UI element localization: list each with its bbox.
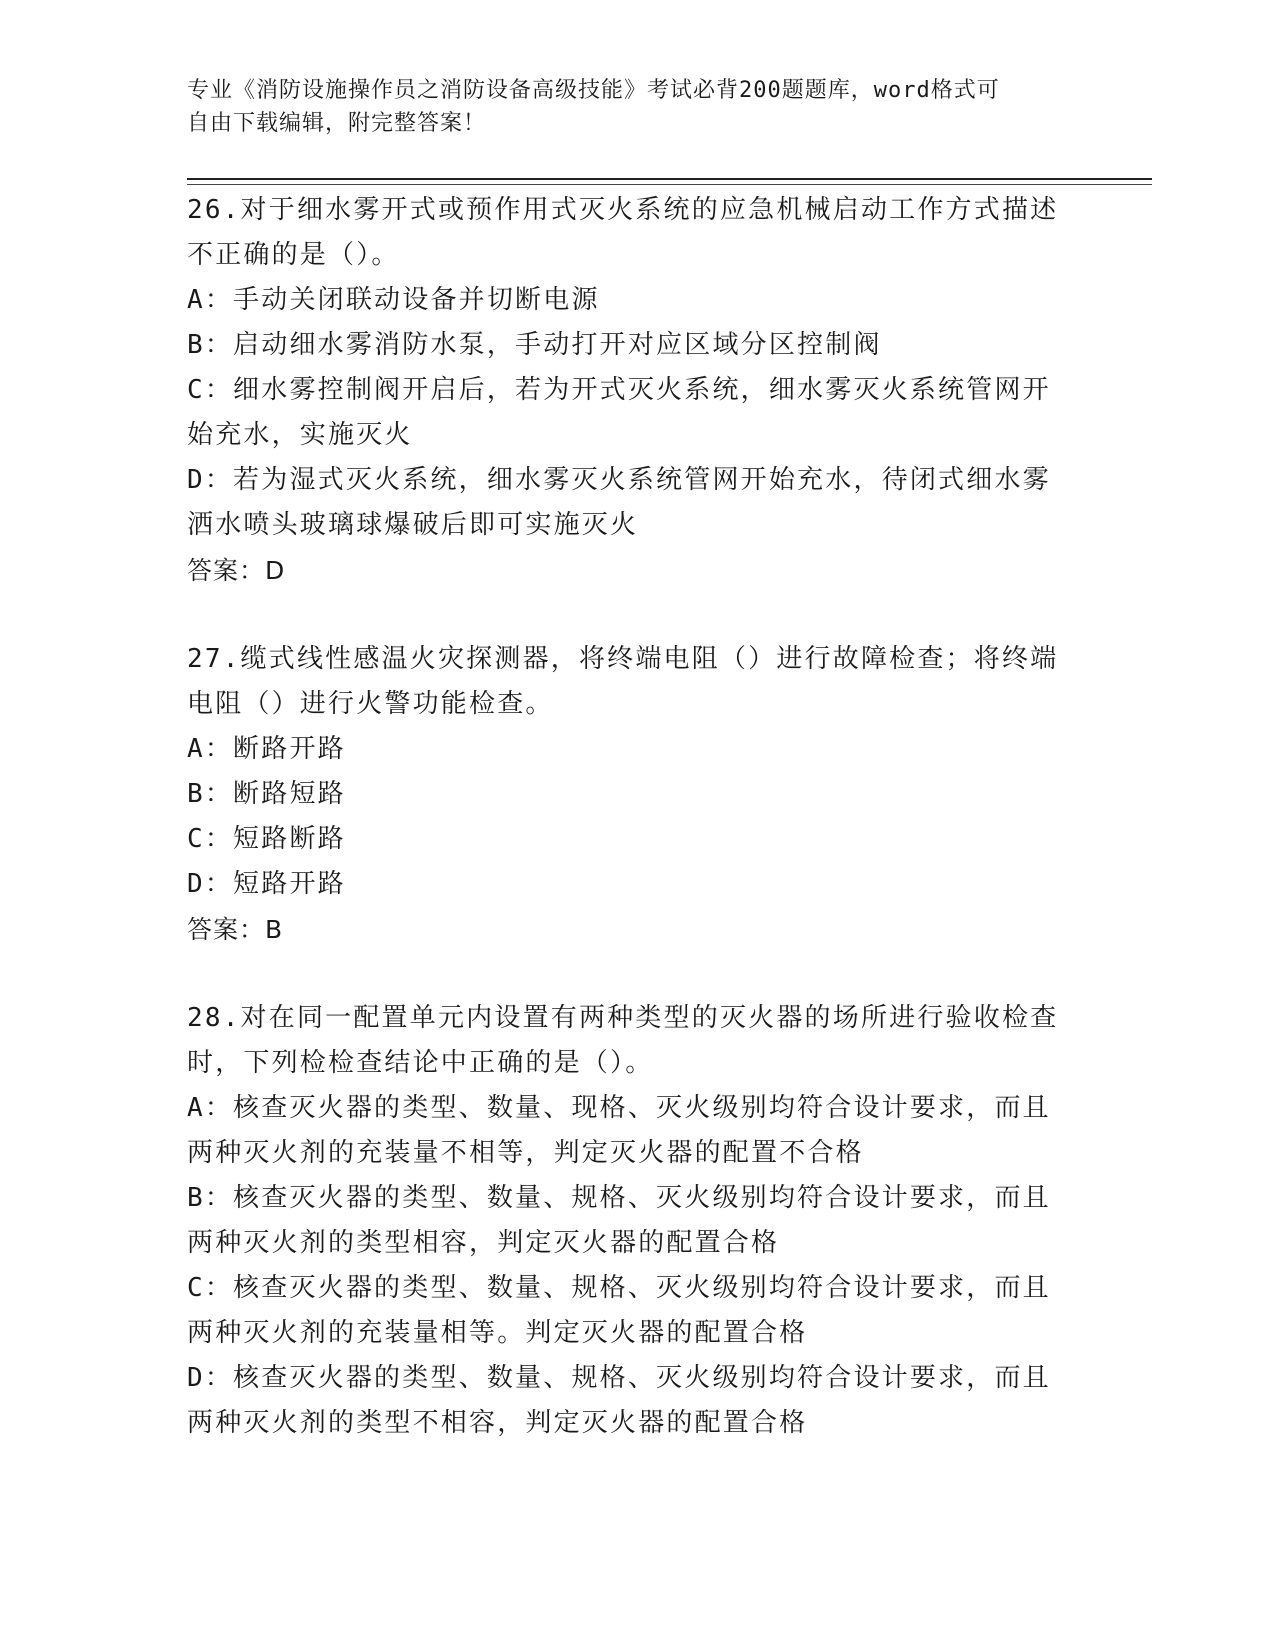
answer-label: 答案：D <box>187 556 286 585</box>
option-d: D：若为湿式灭火系统，细水雾灭火系统管网开始充水，待闭式细水雾 <box>187 465 1051 495</box>
question-list <box>187 188 1067 1490</box>
option-d-continued: 两种灭火剂的类型不相容，判定灭火器的配置合格 <box>187 1408 808 1438</box>
option-a: A：核查灭火器的类型、数量、现格、灭火级别均符合设计要求，而且 <box>187 1093 1051 1123</box>
header-line-2: 自由下载编辑，附完整答案！ <box>187 111 487 136</box>
option-c: C：短路断路 <box>187 824 346 854</box>
option-b-continued: 两种灭火剂的类型相容，判定灭火器的配置合格 <box>187 1228 780 1258</box>
option-c: C：细水雾控制阀开启后，若为开式灭火系统，细水雾灭火系统管网开 <box>187 375 1051 405</box>
option-a: A：手动关闭联动设备并切断电源 <box>187 285 600 315</box>
question-28 <box>187 996 1067 1446</box>
option-c-continued: 两种灭火剂的充装量相等。判定灭火器的配置合格 <box>187 1318 808 1348</box>
header-rule-thin <box>187 184 1152 185</box>
option-a: A：断路开路 <box>187 734 346 764</box>
option-d: D：短路开路 <box>187 869 346 899</box>
header-rule-thick <box>187 178 1152 180</box>
question-stem-line: 不正确的是（）。 <box>187 240 400 270</box>
question-stem-line: 28.对在同一配置单元内设置有两种类型的灭火器的场所进行验收检查 <box>187 1003 1059 1033</box>
option-b: B：断路短路 <box>187 779 346 809</box>
question-26 <box>187 188 1067 593</box>
header-line-1: 专业《消防设施操作员之消防设备高级技能》考试必背200题题库，word格式可 <box>187 78 1000 103</box>
question-stem-line: 电阻（）进行火警功能检查。 <box>187 689 554 719</box>
document-header <box>187 74 1067 140</box>
option-c-continued: 始充水，实施灭火 <box>187 420 413 450</box>
question-stem-line: 26.对于细水雾开式或预作用式灭火系统的应急机械启动工作方式描述 <box>187 195 1059 225</box>
option-d-continued: 洒水喷头玻璃球爆破后即可实施灭火 <box>187 510 639 540</box>
option-b: B：启动细水雾消防水泵，手动打开对应区域分区控制阀 <box>187 330 882 360</box>
option-a-continued: 两种灭火剂的充装量不相等，判定灭火器的配置不合格 <box>187 1138 864 1168</box>
question-stem-line: 27.缆式线性感温火灾探测器，将终端电阻（）进行故障检查；将终端 <box>187 644 1059 674</box>
question-27 <box>187 637 1067 952</box>
option-b: B：核查灭火器的类型、数量、规格、灭火级别均符合设计要求，而且 <box>187 1183 1051 1213</box>
option-c: C：核查灭火器的类型、数量、规格、灭火级别均符合设计要求，而且 <box>187 1273 1051 1303</box>
question-stem-line: 时，下列检检查结论中正确的是（）。 <box>187 1048 654 1078</box>
answer-label: 答案：B <box>187 915 284 944</box>
option-d: D：核查灭火器的类型、数量、规格、灭火级别均符合设计要求，而且 <box>187 1363 1051 1393</box>
